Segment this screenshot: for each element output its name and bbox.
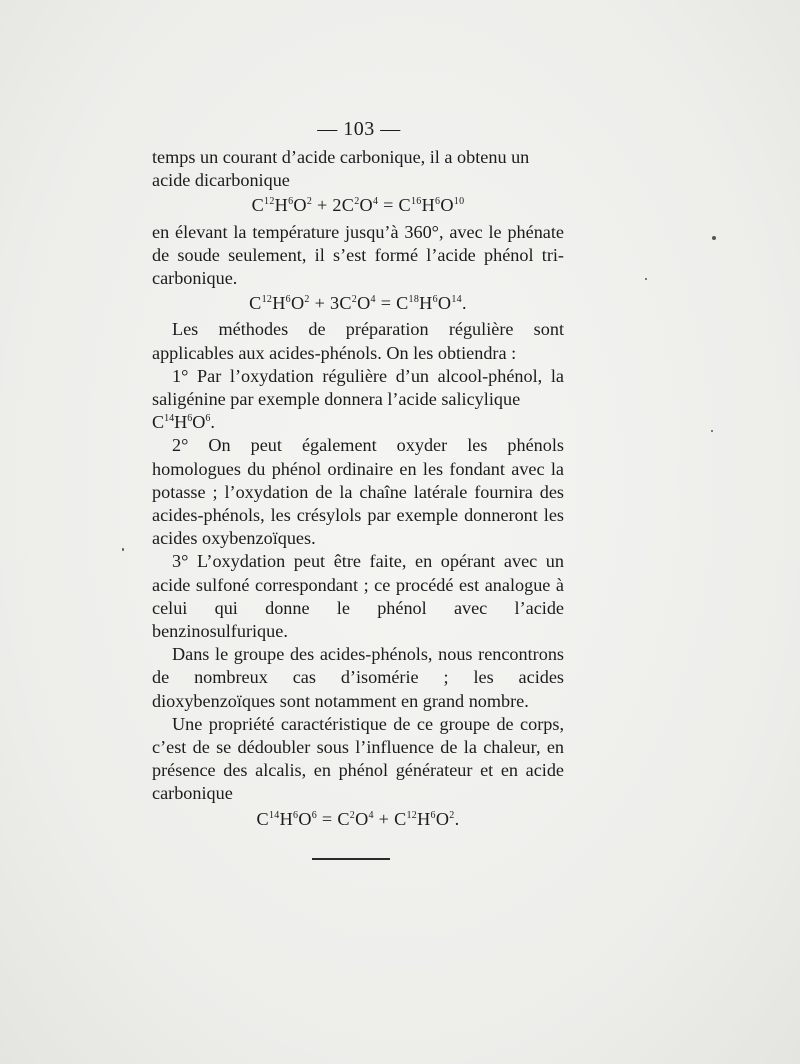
- paragraph: Une propriété caractéristique de ce groupe de corps, c’est de se dédoubler sous l’influence de la chaleur, en présence des alcalis, en phénol générateur et en acide carbonique: [152, 713, 564, 804]
- end-rule: [312, 858, 390, 860]
- paragraph-item-1: 1° Par l’oxydation régulière d’un alcool-phénol, la saligénine par exemple donnera l’acide salicylique: [152, 365, 564, 410]
- formula-decomposition: $C^{14}H^6O^6 = C^2O^4 + C^{12}H^6O^2$.: [256, 808, 460, 829]
- paper-speck: [712, 236, 716, 240]
- paper-speck: [645, 278, 647, 280]
- formula-tricarbonic-acid: $C^{12}H^6O^2 + 3C^2O^4 = C^{18}H^6O^{14}$.: [249, 293, 467, 314]
- paragraph: en élevant la température jusqu’à 360°, avec le phénate de soude seulement, il s’est formé l’acide phénol tri-carbonique.: [152, 221, 564, 289]
- formula-dicarbonic-acid: $C^{12}H^6O^2 + 2C^2O^4 = C^{16}H^6O^{10}$: [251, 195, 465, 216]
- paragraph-item-2: 2° On peut également oxyder les phénols homologues du phénol ordinaire en les fondant avec la potasse ; l’oxydation de la chaîne latérale fournira des acides-phénols, les crésylols par exemple donneront les acides oxybenzoïques.: [152, 435, 564, 549]
- paragraph-item-3: 3° L’oxydation peut être faite, en opérant avec un acide sulfoné correspondant ; ce procédé est analogue à celui qui donne le phénol avec l’acide benzinosulfurique.: [152, 551, 564, 642]
- paper-speck: [711, 430, 713, 432]
- page-text-block: [152, 146, 564, 834]
- paragraph: Les méthodes de préparation régulière sont applicables aux acides-phénols. On les obtiendra :: [152, 319, 564, 363]
- page-number: — 103 —: [317, 118, 401, 140]
- formula-salicylic-acid: $C^{14}H^6O^6$.: [152, 412, 215, 433]
- paragraph: Dans le groupe des acides-phénols, nous rencontrons de nombreux cas d’isomérie ; les acides dioxybenzoïques sont notamment en grand nombre.: [152, 644, 564, 711]
- paragraph: temps un courant d’acide carbonique, il a obtenu un acide dicarbonique: [152, 147, 530, 191]
- paper-speck: [122, 548, 124, 551]
